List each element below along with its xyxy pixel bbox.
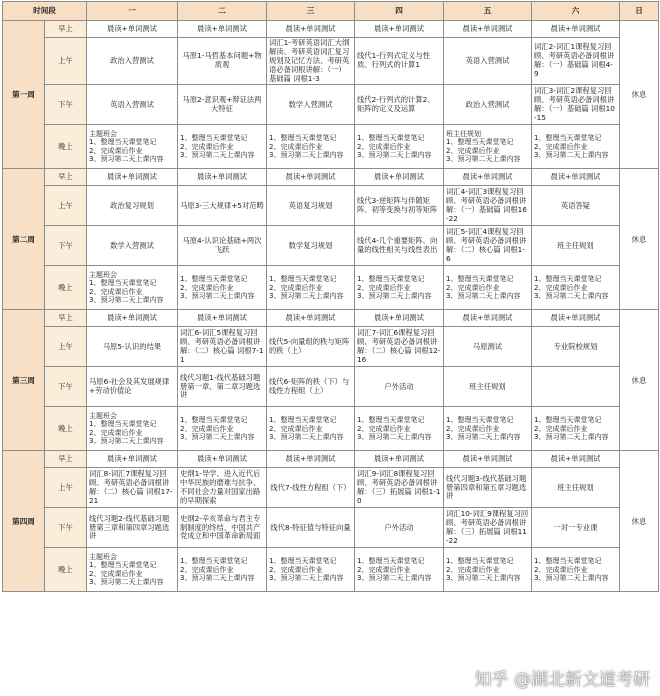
schedule-row: [3, 186, 659, 226]
cell-text: 马原6-社会及其发展规律+劳动价值论: [89, 377, 170, 395]
cell-text: 晨读+单词测试: [550, 23, 601, 33]
cell-text: 史纲1-导学、进入近代后中华民族的磨难与抗争、不同社会力量对国家出路的早期探索: [180, 469, 261, 505]
cell-text: 1、整理当天课堂笔记 2、完成课后作业 3、预习第二天上课内容: [446, 416, 521, 442]
cell-thu: [355, 548, 444, 592]
cell-text: 晨读+单词测试: [550, 454, 601, 463]
cell-text: 词汇9-词汇8课程复习回顾、考研英语必备词根讲解：（三）拓展篇 词根1-10: [357, 469, 441, 505]
cell-tue: [178, 169, 267, 186]
cell-wed: [267, 125, 355, 169]
cell-text: 晨读+单词测试: [285, 23, 336, 33]
cell-thu: [355, 327, 444, 367]
cell-text: 政治入营测试: [110, 55, 154, 65]
cell-text: 1、整理当天课堂笔记 2、完成课后作业 3、预习第二天上课内容: [534, 557, 609, 583]
cell-fri: [444, 327, 532, 367]
cell-mon: [87, 125, 178, 169]
cell-wed: [267, 38, 355, 85]
cell-text: 线代2-行列式的计算2、矩阵的定义及运算: [357, 95, 435, 113]
cell-text: 1、整理当天课堂笔记 2、完成课后作业 3、预习第二天上课内容: [180, 134, 255, 160]
slot-label: 下午: [45, 85, 87, 125]
cell-text: 1、整理当天课堂笔记 2、完成课后作业 3、预习第二天上课内容: [357, 557, 432, 583]
cell-text: 班主任规划: [557, 240, 594, 250]
cell-thu: [355, 186, 444, 226]
cell-tue: [178, 21, 267, 38]
cell-fri: [444, 38, 532, 85]
cell-text: 晨读+单词测试: [285, 454, 336, 463]
cell-text: 1、整理当天课堂笔记 2、完成课后作业 3、预习第二天上课内容: [269, 275, 344, 301]
cell-text: 1、整理当天课堂笔记 2、完成课后作业 3、预习第二天上课内容: [534, 416, 609, 442]
slot-label: 晚上: [45, 266, 87, 310]
cell-sat: [532, 226, 620, 266]
cell-tue: [178, 310, 267, 327]
slot-label: 上午: [45, 468, 87, 508]
cell-tue: [178, 468, 267, 508]
cell-text: 晨读+单词测试: [462, 172, 513, 181]
cell-tue: [178, 226, 267, 266]
schedule-row: [3, 451, 659, 468]
header-day-mon: 一: [87, 2, 178, 21]
cell-text: 一对一专业课: [553, 522, 598, 532]
cell-tue: [178, 407, 267, 451]
cell-text: 1、整理当天课堂笔记 2、完成课后作业 3、预习第二天上课内容: [357, 275, 432, 301]
cell-sat: [532, 468, 620, 508]
cell-text: 主题班会 1、整理当天课堂笔记 2、完成课后作业 3、预习第二天上课内容: [89, 129, 164, 164]
cell-tue: [178, 548, 267, 592]
sunday-rest: 休息: [620, 169, 659, 310]
cell-wed: [267, 21, 355, 38]
cell-text: 线代5-向量组的秩与矩阵的秩（上）: [269, 337, 350, 355]
cell-text: 晨读+单词测试: [374, 454, 424, 463]
cell-mon: [87, 266, 178, 310]
header-day-sun: 日: [620, 2, 659, 21]
cell-text: 晨读+单词测试: [550, 172, 601, 181]
cell-fri: [444, 548, 532, 592]
cell-sat: [532, 451, 620, 468]
cell-thu: [355, 310, 444, 327]
header-day-tue: 二: [178, 2, 267, 21]
cell-text: 晨读+单词测试: [374, 172, 424, 181]
cell-text: 晨读+单词测试: [107, 454, 157, 463]
cell-fri: [444, 169, 532, 186]
slot-label: 上午: [45, 38, 87, 85]
cell-text: 词汇3-词汇2课程复习回顾、考研英语必备词根讲解：（一）基础篇 词根10-15: [534, 86, 615, 122]
cell-wed: [267, 85, 355, 125]
cell-sat: [532, 548, 620, 592]
cell-mon: [87, 508, 178, 548]
schedule-row: [3, 310, 659, 327]
cell-sat: [532, 125, 620, 169]
schedule-table: [2, 1, 659, 592]
cell-text: 词汇6-词汇5课程复习回顾、考研英语必备词根讲解：（二）核心篇 词根7-11: [180, 328, 264, 364]
cell-text: 马原测试: [472, 341, 503, 351]
schedule-row: [3, 38, 659, 85]
cell-mon: [87, 85, 178, 125]
cell-mon: [87, 407, 178, 451]
cell-thu: [355, 266, 444, 310]
cell-sat: [532, 38, 620, 85]
cell-text: 1、整理当天课堂笔记 2、完成课后作业 3、预习第二天上课内容: [534, 275, 609, 301]
cell-text: 晨读+单词测试: [107, 172, 157, 181]
cell-thu: [355, 226, 444, 266]
cell-text: 班主任规划: [557, 482, 594, 492]
slot-label: 上午: [45, 327, 87, 367]
cell-tue: [178, 125, 267, 169]
cell-mon: [87, 468, 178, 508]
cell-fri: [444, 367, 532, 407]
cell-text: 马原5-认识的结果: [102, 341, 162, 351]
cell-sat: [532, 407, 620, 451]
cell-sat: [532, 367, 620, 407]
cell-thu: [355, 508, 444, 548]
week-label: 第四周: [3, 451, 45, 592]
header-day-sat: 六: [532, 2, 620, 21]
schedule-row: [3, 468, 659, 508]
cell-text: 数学入营测试: [110, 240, 154, 250]
cell-fri: [444, 310, 532, 327]
cell-text: 1、整理当天课堂笔记 2、完成课后作业 3、预习第二天上课内容: [269, 416, 344, 442]
schedule-row: [3, 367, 659, 407]
cell-text: 1、整理当天课堂笔记 2、完成课后作业 3、预习第二天上课内容: [534, 134, 609, 160]
schedule-row: [3, 548, 659, 592]
cell-text: 马原2-意识观+辩证法两大特征: [182, 95, 262, 113]
cell-tue: [178, 186, 267, 226]
cell-wed: [267, 169, 355, 186]
cell-tue: [178, 85, 267, 125]
cell-text: 专业院校规划: [553, 341, 598, 351]
schedule-row: [3, 21, 659, 38]
cell-text: 1、整理当天课堂笔记 2、完成课后作业 3、预习第二天上课内容: [269, 557, 344, 583]
cell-text: 晨读+单词测试: [197, 454, 247, 463]
cell-sat: [532, 186, 620, 226]
sunday-rest: 休息: [620, 451, 659, 592]
schedule-row: [3, 327, 659, 367]
schedule-row: [3, 169, 659, 186]
cell-text: 晨读+单词测试: [462, 23, 513, 33]
cell-text: 1、整理当天课堂笔记 2、完成课后作业 3、预习第二天上课内容: [180, 275, 255, 301]
cell-text: 线代3-逆矩阵与伴随矩阵、初等变换与初等矩阵: [357, 196, 438, 214]
slot-label: 早上: [45, 310, 87, 327]
cell-wed: [267, 186, 355, 226]
cell-fri: [444, 468, 532, 508]
cell-text: 晨读+单词测试: [197, 313, 247, 322]
cell-thu: [355, 468, 444, 508]
cell-thu: [355, 451, 444, 468]
cell-text: 政治入营测试: [465, 99, 510, 109]
cell-text: 词汇8-词汇7课程复习回顾、考研英语必备词根讲解：（二）核心篇 词根17-21: [89, 469, 173, 505]
cell-fri: [444, 186, 532, 226]
cell-text: 马原4-认识论基础+两次飞跃: [182, 236, 262, 254]
cell-text: 英语入营测试: [110, 99, 154, 109]
cell-text: 户外活动: [384, 381, 414, 391]
cell-thu: [355, 367, 444, 407]
cell-thu: [355, 407, 444, 451]
slot-label: 下午: [45, 226, 87, 266]
schedule-row: [3, 85, 659, 125]
schedule-row: [3, 266, 659, 310]
header-day-thu: 四: [355, 2, 444, 21]
cell-text: 词汇1-考研英语词汇大纲解读、考研英语词汇复习规划及记忆方法、考研英语必备词根讲解：（一）基础篇 词根1-3: [269, 38, 350, 83]
cell-thu: [355, 169, 444, 186]
cell-text: 线代6-矩阵的秩（下）与线性方程组（上）: [269, 377, 350, 395]
cell-mon: [87, 186, 178, 226]
cell-text: 线代8-特征值与特征向量: [270, 522, 351, 532]
slot-label: 早上: [45, 169, 87, 186]
cell-text: 线代习题1-线代基础习题册第一章、第二章习题选讲: [180, 372, 261, 400]
cell-text: 1、整理当天课堂笔记 2、完成课后作业 3、预习第二天上课内容: [357, 134, 432, 160]
schedule-row: [3, 508, 659, 548]
header-slot: 时间段: [3, 2, 87, 21]
cell-text: 英语入营测试: [465, 55, 510, 65]
slot-label: 早上: [45, 451, 87, 468]
cell-mon: [87, 451, 178, 468]
watermark: 知乎 @湖北新文道考研: [474, 670, 650, 690]
cell-thu: [355, 21, 444, 38]
slot-label: 下午: [45, 367, 87, 407]
header-day-wed: 三: [267, 2, 355, 21]
cell-wed: [267, 468, 355, 508]
cell-tue: [178, 327, 267, 367]
schedule-row: [3, 407, 659, 451]
cell-fri: [444, 85, 532, 125]
cell-text: 1、整理当天课堂笔记 2、完成课后作业 3、预习第二天上课内容: [446, 557, 521, 583]
cell-tue: [178, 451, 267, 468]
sunday-rest: 休息: [620, 310, 659, 451]
cell-thu: [355, 38, 444, 85]
cell-mon: [87, 327, 178, 367]
cell-text: 晨读+单词测试: [197, 172, 247, 181]
cell-text: 数学入营测试: [288, 99, 333, 109]
cell-wed: [267, 548, 355, 592]
cell-thu: [355, 85, 444, 125]
cell-sat: [532, 327, 620, 367]
cell-text: 词汇2-词汇1课程复习回顾、考研英语必备词根讲解：（一）基础篇 词根4-9: [534, 42, 615, 79]
cell-text: 数学复习规划: [288, 240, 333, 250]
cell-mon: [87, 21, 178, 38]
cell-fri: [444, 451, 532, 468]
cell-text: 英语答疑: [560, 200, 591, 210]
cell-text: 词汇10-词汇9课程复习回顾、考研英语必备词根讲解：（三）拓展篇 词根11-22: [446, 509, 529, 545]
cell-wed: [267, 407, 355, 451]
slot-label: 下午: [45, 508, 87, 548]
cell-text: 线代习题3-线代基础习题册第四章和第五章习题选讲: [446, 473, 527, 501]
slot-label: 晚上: [45, 125, 87, 169]
cell-wed: [267, 310, 355, 327]
cell-text: 英语复习规划: [288, 200, 333, 210]
cell-text: 1、整理当天课堂笔记 2、完成课后作业 3、预习第二天上课内容: [446, 275, 521, 301]
cell-text: 线代4-几个重要矩阵、向量的线性相关与线性表出: [357, 236, 438, 254]
cell-wed: [267, 226, 355, 266]
cell-fri: [444, 21, 532, 38]
cell-sat: [532, 266, 620, 310]
cell-text: 晨读+单词测试: [107, 23, 157, 33]
cell-wed: [267, 508, 355, 548]
slot-label: 晚上: [45, 548, 87, 592]
cell-wed: [267, 327, 355, 367]
cell-tue: [178, 266, 267, 310]
cell-sat: [532, 21, 620, 38]
cell-wed: [267, 451, 355, 468]
cell-tue: [178, 38, 267, 85]
cell-text: 晨读+单词测试: [374, 313, 424, 322]
cell-text: 线代1-行列式定义与性质、行列式的计算1: [357, 51, 430, 70]
cell-text: 1、整理当天课堂笔记 2、完成课后作业 3、预习第二天上课内容: [180, 557, 255, 583]
cell-text: 晨读+单词测试: [197, 23, 247, 33]
schedule-body: [3, 21, 659, 592]
cell-tue: [178, 508, 267, 548]
cell-fri: [444, 266, 532, 310]
cell-text: 晨读+单词测试: [374, 23, 424, 33]
cell-text: 晨读+单词测试: [107, 313, 157, 322]
cell-text: 线代7-线性方程组（下）: [270, 482, 351, 492]
schedule-row: [3, 226, 659, 266]
cell-tue: [178, 367, 267, 407]
cell-fri: [444, 407, 532, 451]
cell-mon: [87, 169, 178, 186]
cell-thu: [355, 125, 444, 169]
cell-text: 班主任规划: [469, 381, 506, 391]
cell-wed: [267, 266, 355, 310]
cell-mon: [87, 226, 178, 266]
cell-text: 1、整理当天课堂笔记 2、完成课后作业 3、预习第二天上课内容: [357, 416, 432, 442]
cell-text: 词汇7-词汇6课程复习回顾、考研英语必备词根讲解：（二）核心篇 词根12-16: [357, 328, 441, 364]
cell-fri: [444, 125, 532, 169]
cell-text: 马原3-三大规律+5对范畴: [180, 200, 264, 210]
slot-label: 早上: [45, 21, 87, 38]
week-label: 第三周: [3, 310, 45, 451]
cell-fri: [444, 226, 532, 266]
sunday-rest: 休息: [620, 21, 659, 169]
cell-mon: [87, 38, 178, 85]
cell-fri: [444, 508, 532, 548]
week-label: 第二周: [3, 169, 45, 310]
cell-text: 1、整理当天课堂笔记 2、完成课后作业 3、预习第二天上课内容: [180, 416, 255, 442]
cell-sat: [532, 85, 620, 125]
cell-text: 户外活动: [384, 522, 414, 532]
cell-mon: [87, 367, 178, 407]
header-day-fri: 五: [444, 2, 532, 21]
cell-text: 主题班会 1、整理当天课堂笔记 2、完成课后作业 3、预习第二天上课内容: [89, 552, 164, 587]
cell-text: 线代习题2-线代基础习题册第三章和第四章习题选讲: [89, 513, 170, 541]
header-row: [3, 2, 659, 21]
cell-mon: [87, 548, 178, 592]
cell-text: 班主任规划 1、整理当天课堂笔记 2、完成课后作业 3、预习第二天上课内容: [446, 129, 521, 164]
cell-text: 主题班会 1、整理当天课堂笔记 2、完成课后作业 3、预习第二天上课内容: [89, 270, 164, 305]
slot-label: 上午: [45, 186, 87, 226]
cell-text: 1、整理当天课堂笔记 2、完成课后作业 3、预习第二天上课内容: [269, 134, 344, 160]
cell-text: 晨读+单词测试: [550, 313, 601, 322]
cell-sat: [532, 310, 620, 327]
cell-wed: [267, 367, 355, 407]
cell-sat: [532, 508, 620, 548]
cell-text: 主题班会 1、整理当天课堂笔记 2、完成课后作业 3、预习第二天上课内容: [89, 411, 164, 446]
schedule-row: [3, 125, 659, 169]
cell-text: 晨读+单词测试: [462, 313, 513, 322]
cell-text: 词汇5-词汇4课程复习回顾、考研英语必备词根讲解：（二）核心篇 词根1-6: [446, 227, 527, 263]
cell-mon: [87, 310, 178, 327]
cell-sat: [532, 169, 620, 186]
slot-label: 晚上: [45, 407, 87, 451]
cell-text: 政治复习规划: [110, 200, 154, 210]
cell-text: 词汇4-词汇3课程复习回顾、考研英语必备词根讲解：（一）基础篇 词根16-22: [446, 187, 527, 223]
week-label: 第一周: [3, 21, 45, 169]
cell-text: 史纲2-辛亥革命与君主专制制度的终结、中国共产党成立和中国革命新局面: [180, 513, 261, 541]
cell-text: 晨读+单词测试: [462, 454, 513, 463]
cell-text: 晨读+单词测试: [285, 172, 336, 181]
cell-text: 马原1-马哲基本问题+物质观: [182, 51, 262, 70]
cell-text: 晨读+单词测试: [285, 313, 336, 322]
